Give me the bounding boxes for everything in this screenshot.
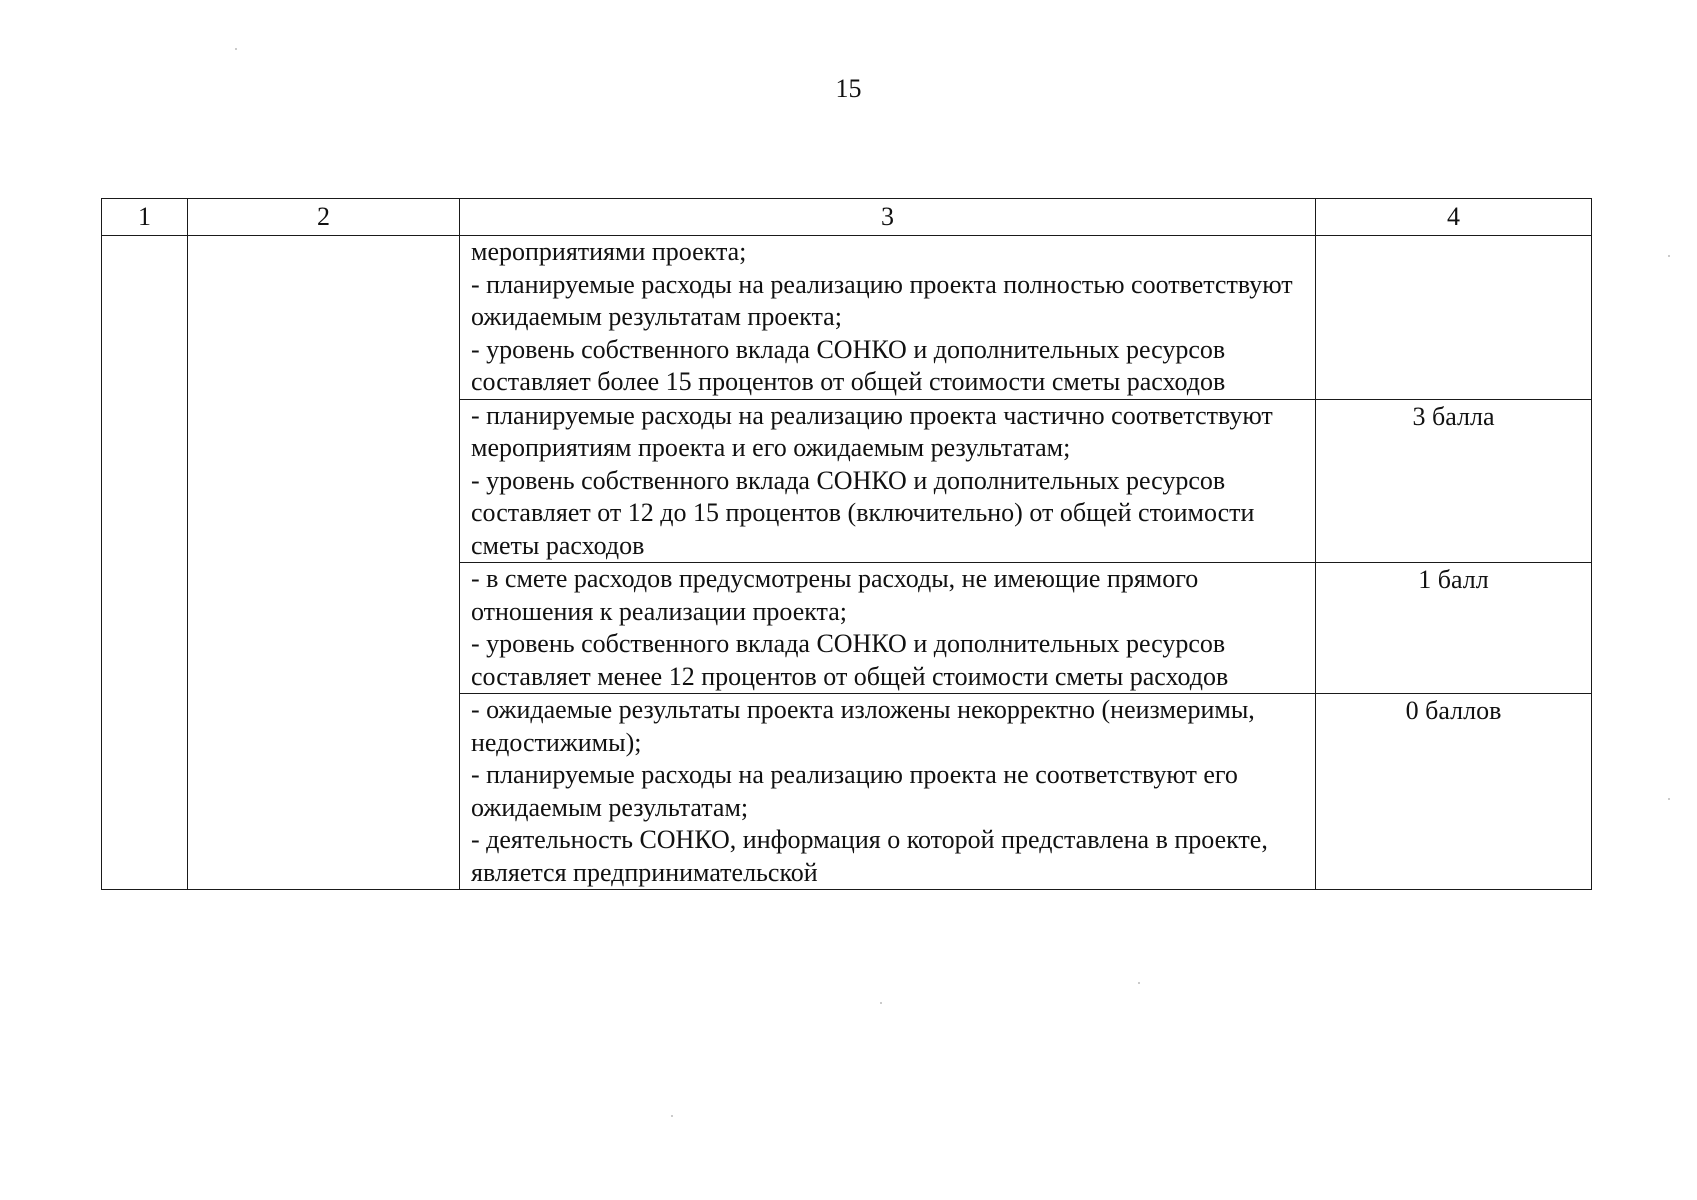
criteria-description-cell [460, 563, 1316, 694]
score-cell [1316, 563, 1592, 694]
score-value: 0 баллов [1405, 696, 1502, 725]
score-cell [1316, 399, 1592, 563]
scan-speck [671, 1115, 673, 1117]
criteria-description: - планируемые расходы на реализацию проекта частично соответствуют мероприятиям проекта и его ожидаемым результатам; - уровень собственного вклада СОНКО и дополнительных ресурсов составляет от 12 до 15 процентов (включительно) от общей стоимости сметы расходов [471, 400, 1273, 560]
column-header-1: 1 [102, 199, 188, 236]
page-number: 15 [835, 74, 862, 103]
scan-speck [1668, 798, 1670, 800]
criteria-description: мероприятиями проекта; - планируемые расходы на реализацию проекта полностью соответствуют ожидаемым результатам проекта; - уровень собственного вклада СОНКО и дополнительных ресурсов составляет более 15 процентов от общей стоимости сметы расходов [471, 237, 1293, 396]
scan-speck [235, 48, 237, 50]
column-header-4: 4 [1316, 199, 1592, 236]
column-header-2: 2 [188, 199, 460, 236]
column-header-3: 3 [460, 199, 1316, 236]
table-row [102, 236, 1592, 400]
criteria-description: - в смете расходов предусмотрены расходы, не имеющие прямого отношения к реализации проекта; - уровень собственного вклада СОНКО и дополнительных ресурсов составляет менее 12 процентов от общей стоимости сметы расходов [471, 564, 1229, 691]
evaluation-criteria-table [101, 198, 1592, 890]
scan-speck [1138, 982, 1140, 984]
criteria-description-cell [460, 236, 1316, 400]
scan-speck [880, 1002, 882, 1004]
score-cell [1316, 236, 1592, 400]
score-cell [1316, 694, 1592, 890]
score-value: 1 балл [1418, 565, 1489, 594]
criteria-description: - ожидаемые результаты проекта изложены некорректно (неизмеримы, недостижимы); - планируемые расходы на реализацию проекта не соответствуют его ожидаемым результатам; - деятельность СОНКО, информация о которой представлена в проекте, является предпринимательской [471, 695, 1268, 887]
score-value: 3 балла [1412, 401, 1495, 431]
criterion-number-cell [102, 236, 188, 890]
score-value [1316, 236, 1591, 237]
criteria-description-cell [460, 694, 1316, 890]
scan-speck [1668, 255, 1670, 257]
table-header-row [102, 199, 1592, 236]
criteria-description-cell [460, 399, 1316, 563]
criterion-name-cell [188, 236, 460, 890]
